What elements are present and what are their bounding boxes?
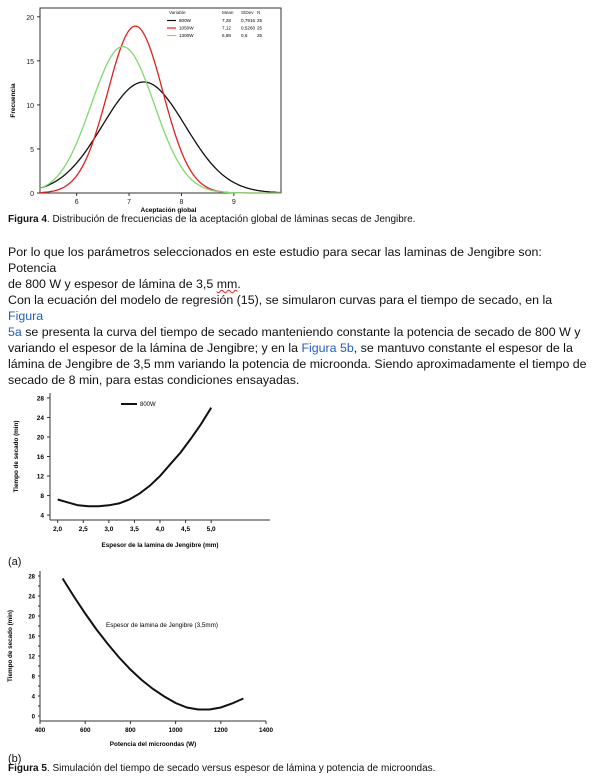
legend-stdev: 0,5260 <box>241 25 256 31</box>
x-tick-label: 1000 <box>168 727 183 734</box>
y-tick-label: 0 <box>30 191 34 198</box>
y-tick-label: 4 <box>40 512 44 520</box>
figure5-caption-label: Figura 5 <box>8 763 47 774</box>
x-tick-label: 2,0 <box>53 526 63 533</box>
x-tick-label: 2,5 <box>78 526 88 533</box>
legend-mean: 6,88 <box>222 33 231 38</box>
y-tick-label: 24 <box>28 594 35 601</box>
legend-header: N <box>257 10 261 15</box>
x-tick-label: 800 <box>125 727 136 734</box>
y-tick-label: 12 <box>36 473 44 481</box>
paragraph-fragment: se presenta la curva del tiempo de secado manteniendo constante la potencia de secado de 800 W y <box>21 325 581 339</box>
figure-5a-link-cont[interactable]: 5a <box>8 325 22 339</box>
y-tick-label: 16 <box>36 454 44 461</box>
figure-5b-link[interactable]: Figura 5b <box>301 341 354 355</box>
legend-header: Variable <box>169 10 186 15</box>
paragraph-line <box>8 292 590 324</box>
paragraph-line <box>8 324 590 340</box>
legend-mean: 7,12 <box>222 25 231 31</box>
legend-label: 800W <box>179 18 192 23</box>
legend-n: 25 <box>257 25 263 31</box>
x-axis-label: Potencia del microondas (W) <box>109 741 197 748</box>
figure4-caption-label: Figura 4 <box>8 214 47 225</box>
figure4-caption <box>8 214 415 225</box>
x-tick-label: 600 <box>79 727 91 734</box>
y-tick-label: 20 <box>26 14 34 22</box>
figure5a-chart <box>0 385 300 555</box>
y-tick-label: 28 <box>36 395 44 403</box>
paragraph-line: Por lo que los parámetros seleccionados en este estudio para secar las laminas de Jengibre son: Potencia <box>8 245 542 275</box>
y-tick-label: 8 <box>31 674 35 681</box>
density-curve-1300W <box>40 47 281 193</box>
x-tick-label: 4,0 <box>155 526 165 533</box>
paragraph-fragment: . <box>237 277 241 291</box>
y-tick-label: 0 <box>31 714 35 721</box>
x-tick-label: 4,5 <box>181 526 191 533</box>
legend-stdev: 0,6 <box>241 33 248 38</box>
legend-label: 1300W <box>179 33 194 38</box>
paragraph-fragment: Con la ecuación del modelo de regresión (15), se simularon curvas para el tiempo de secado, en la <box>8 293 553 307</box>
legend-header: StDev <box>241 10 254 15</box>
body-paragraph <box>8 244 590 388</box>
x-tick-label: 1200 <box>213 727 228 734</box>
legend-mean: 7,28 <box>222 18 231 23</box>
x-tick-label: 9 <box>231 199 236 206</box>
y-tick-label: 28 <box>28 574 35 581</box>
x-axis-label: Aceptación global <box>140 207 197 214</box>
x-tick-label: 3,5 <box>129 526 139 533</box>
panel-b-label: (b) <box>8 753 22 765</box>
figure5-caption <box>8 763 435 774</box>
figure4-chart <box>0 0 300 214</box>
density-curve-1050W <box>40 26 281 193</box>
y-tick-label: 10 <box>26 102 34 110</box>
y-tick-label: 12 <box>28 654 35 661</box>
legend-n: 25 <box>257 33 263 38</box>
series-line <box>63 579 244 710</box>
legend-n: 25 <box>257 18 263 23</box>
y-tick-label: 4 <box>31 694 35 701</box>
y-axis-label: Tiempo de secado (min) <box>7 610 14 682</box>
x-tick-label: 3,0 <box>104 526 114 533</box>
paragraph-fragment: de 800 W y espesor de lámina de 3,5 <box>8 277 217 291</box>
x-tick-label: 8 <box>179 199 184 206</box>
legend-label: 800W <box>140 402 156 408</box>
legend-label: 1050W <box>179 25 194 31</box>
y-tick-label: 5 <box>30 146 34 154</box>
x-tick-label: 7 <box>127 199 132 206</box>
paragraph-line: secado de 8 min, para estas condiciones ensayadas. <box>8 373 300 387</box>
y-tick-label: 20 <box>36 434 44 442</box>
figure5b-chart <box>0 563 300 755</box>
series-line <box>58 408 212 507</box>
paragraph-line: lámina de Jengibre de 3,5 mm variando la potencia de microonda. Siendo aproximadamente el tiempo de <box>8 357 587 371</box>
x-tick-label: 6 <box>74 199 79 206</box>
x-tick-label: 5,0 <box>206 526 216 533</box>
y-axis-label: Frecuencia <box>10 83 17 118</box>
panel-a-label: (a) <box>8 556 22 568</box>
legend-stdev: 0,7916 <box>241 18 256 23</box>
y-tick-label: 15 <box>26 58 34 66</box>
legend-header: Mean <box>222 10 234 15</box>
x-tick-label: 400 <box>34 727 46 734</box>
y-tick-label: 24 <box>36 414 44 422</box>
paragraph-line <box>8 276 590 292</box>
x-tick-label: 1400 <box>258 727 274 734</box>
paragraph-fragment: , se mantuvo constante el espesor de la <box>353 341 573 355</box>
figure4-caption-text: . Distribución de frecuencias de la aceptación global de láminas secas de Jengibre. <box>46 214 416 225</box>
paragraph-fragment: variando el espesor de la lámina de Jengibre; y en la <box>8 341 302 355</box>
y-tick-label: 8 <box>40 493 44 501</box>
y-tick-label: 16 <box>28 634 35 641</box>
y-tick-label: 20 <box>28 614 35 621</box>
figure5-caption-text: . Simulación del tiempo de secado versus espesor de lámina y potencia de microondas. <box>46 763 436 774</box>
spellcheck-word: mm <box>216 277 238 291</box>
x-axis-label: Espesor de la lamina de Jengibre (mm) <box>101 542 219 549</box>
y-axis-label: Tiempo de secado (min) <box>13 420 20 493</box>
figure-5a-link[interactable]: Figura <box>8 309 44 323</box>
chart-annotation: Espesor de lamina de Jengibre (3,5mm) <box>106 622 218 629</box>
paragraph-line <box>8 340 590 356</box>
